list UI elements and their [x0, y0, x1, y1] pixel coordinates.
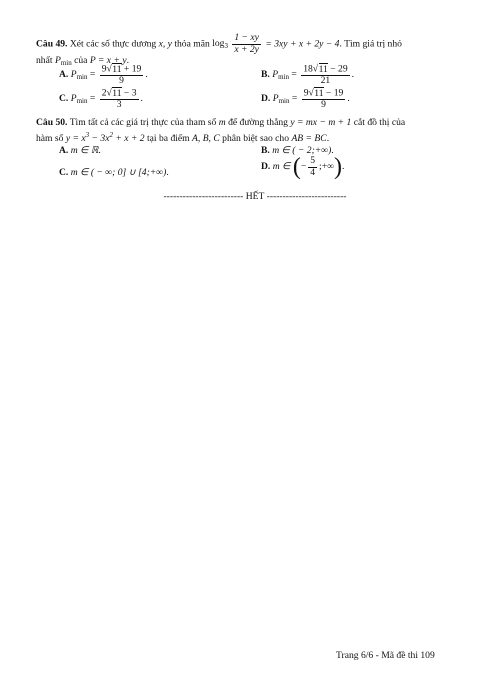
q50-option-a[interactable]: A. m ∈ ℝ.: [59, 145, 101, 156]
page-footer: Trang 6/6 - Mã đề thi 109: [336, 650, 435, 661]
q50-option-b[interactable]: B. m ∈ ( − 2;+∞).: [261, 145, 334, 156]
q50-option-c[interactable]: C. m ∈ ( − ∞; 0] ∪ [4;+∞).: [59, 167, 169, 178]
q49-stem-line1: Câu 49. Xét các số thực dương x, y thỏa mãn $\log_3$ $\frac{1 - xy}{x + 2y}$ = 3xy + x + 2y − 4. Tìm giá trị nhỏ: [36, 32, 402, 55]
q50-stem-line1: Câu 50. Tìm tất cả các giá trị thực của tham số m để đường thẳng y = mx − m + 1 cắt đồ thị của: [36, 117, 406, 128]
q49-option-c[interactable]: C. $P_{min}$ = $\frac{2√11 - 3}{3}$ .: [59, 87, 143, 111]
q49-log-fraction: $\frac{1 - xy}{x + 2y}$: [234, 32, 259, 55]
q49-option-a[interactable]: A. $P_{min}$ = $\frac{9√11 + 19}{9}$ .: [59, 63, 148, 87]
end-divider: ------------------------- HẾT -------------------------: [163, 191, 347, 202]
q49-stem-line2: nhất $P_{min}$ của P = x + y.: [36, 55, 129, 67]
q49-option-b[interactable]: B. $P_{min}$ = $\frac{18√11 - 29}{21}$ .: [261, 63, 355, 87]
q49-log: $\log_3$: [212, 38, 228, 51]
q49-rhs: = 3xy + x + 2y − 4: [265, 38, 340, 50]
q50-label: Câu 50.: [36, 117, 68, 128]
q49-option-d[interactable]: D. $P_{min}$ = $\frac{9√11 - 19}{9}$ .: [261, 87, 350, 111]
q50-stem-line2: hàm số $y = x^3 - 3x^2 + x + 2$ tại ba điểm A, B, C phân biệt sao cho AB = BC.: [36, 131, 330, 144]
q49-label: Câu 49.: [36, 38, 68, 50]
q50-option-d[interactable]: D. m ∈ (− $\frac{5}{4}$ ;+∞).: [261, 154, 345, 180]
